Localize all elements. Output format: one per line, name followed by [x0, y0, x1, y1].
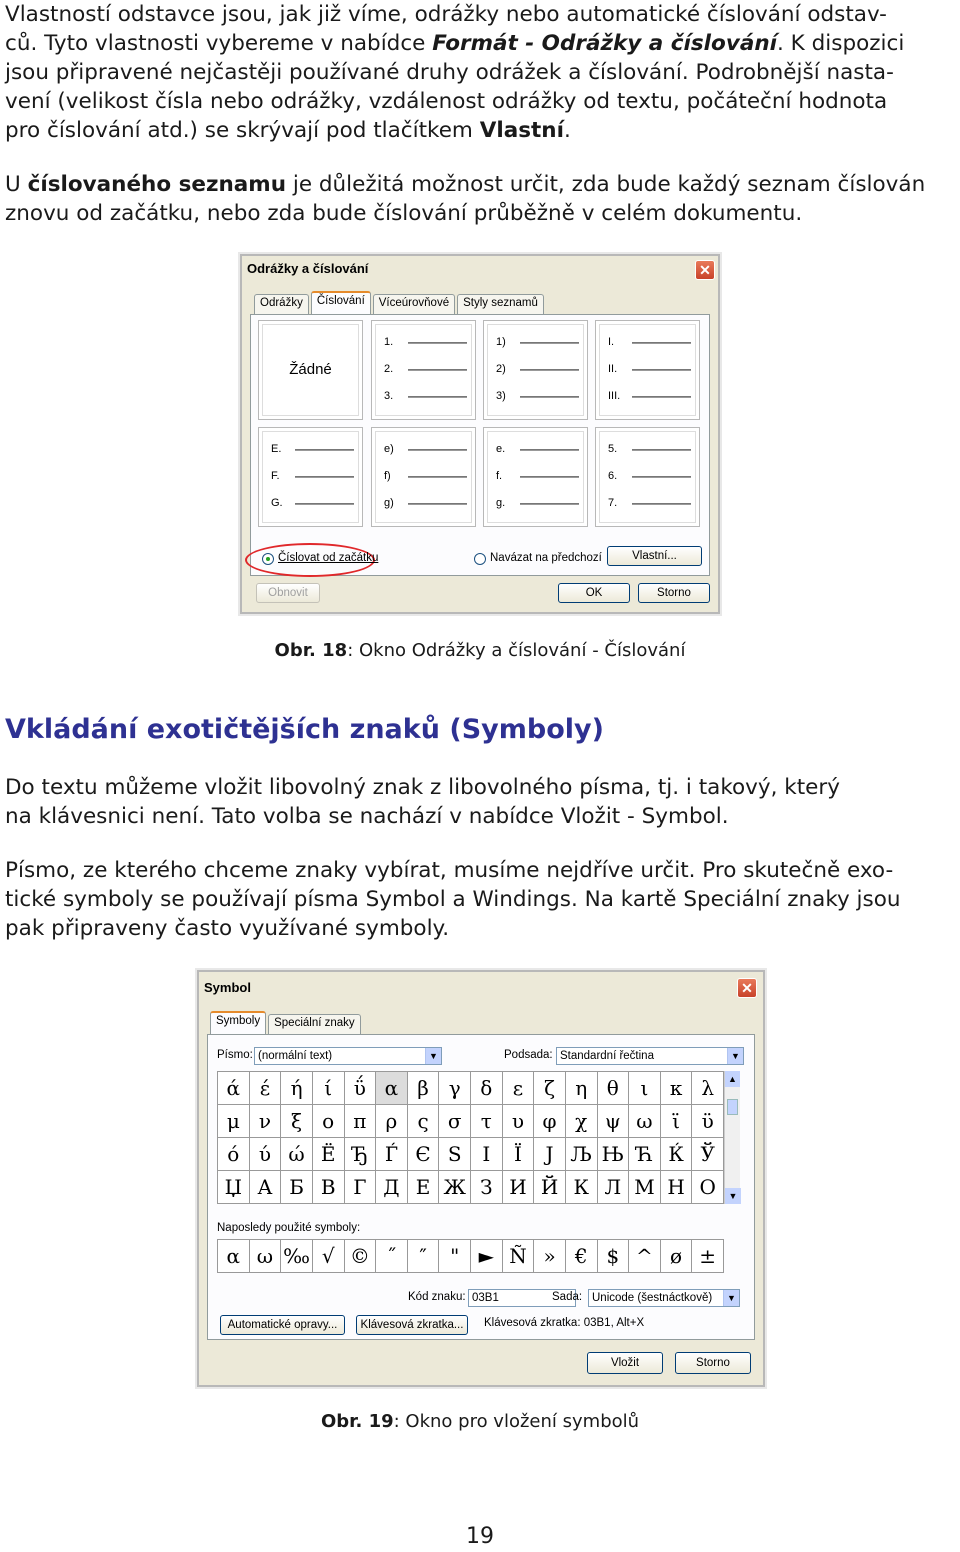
- symbol-cell[interactable]: Й: [534, 1171, 566, 1204]
- numbering-option[interactable]: 1) 2) 3): [483, 320, 588, 420]
- symbol-cell[interactable]: ώ: [281, 1138, 313, 1171]
- text-line: tické symboly se používají písma Symbol a Windings. Na kartě Speciální znaky jsou: [5, 887, 901, 912]
- recent-symbols-grid[interactable]: [217, 1239, 724, 1273]
- symbol-cell[interactable]: λ: [692, 1072, 724, 1105]
- recent-symbol-cell[interactable]: √: [313, 1240, 345, 1273]
- shortcut-key-text: Klávesová zkratka: 03B1, Alt+X: [484, 1317, 645, 1329]
- paragraph-4: [5, 856, 955, 943]
- text-line: na klávesnici není. Tato volba se nachází v nabídce Vložit - Symbol.: [5, 804, 729, 829]
- autocorrect-button[interactable]: Automatické opravy...: [220, 1315, 345, 1335]
- symbol-cell[interactable]: Д: [376, 1171, 408, 1204]
- page-number: 19: [466, 1524, 494, 1549]
- recent-symbol-cell[interactable]: $: [598, 1240, 630, 1273]
- symbol-grid[interactable]: [217, 1071, 724, 1204]
- recent-symbol-cell[interactable]: ": [439, 1240, 471, 1273]
- symbol-cell[interactable]: ς: [408, 1105, 440, 1138]
- symbol-cell[interactable]: γ: [439, 1072, 471, 1105]
- symbol-cell[interactable]: Ќ: [661, 1138, 693, 1171]
- symbol-cell[interactable]: ω: [629, 1105, 661, 1138]
- symbol-cell[interactable]: Ѓ: [376, 1138, 408, 1171]
- recent-symbol-cell[interactable]: ►: [471, 1240, 503, 1273]
- symbol-cell[interactable]: И: [503, 1171, 535, 1204]
- symbol-cell[interactable]: ό: [218, 1138, 250, 1171]
- text-line: jsou připravené nejčastěji používané druhy odrážek a číslování. Podrobnější nasta-: [5, 60, 894, 85]
- from-select[interactable]: Unicode (šestnáctkově) ▼: [588, 1289, 740, 1307]
- recent-symbols-label: Naposledy použité symboly:: [217, 1222, 361, 1234]
- text-line: ců. Tyto vlastnosti vybereme v nabídce Formát - Odrážky a číslování. K dispozici: [5, 31, 905, 56]
- bullets-numbering-dialog: [240, 254, 720, 614]
- symbol-cell[interactable]: Ж: [439, 1171, 471, 1204]
- symbol-cell[interactable]: Ј: [534, 1138, 566, 1171]
- symbol-cell[interactable]: υ: [503, 1105, 535, 1138]
- tab-special-characters[interactable]: Speciální znaky: [268, 1014, 361, 1034]
- scroll-up-icon[interactable]: ▲: [725, 1071, 740, 1087]
- close-icon[interactable]: ✕: [695, 260, 715, 280]
- symbol-cell[interactable]: σ: [439, 1105, 471, 1138]
- recent-symbol-cell[interactable]: €: [566, 1240, 598, 1273]
- paragraph-1: [5, 0, 955, 145]
- tab-bullets[interactable]: Odrážky: [254, 294, 309, 314]
- symbol-dialog: [197, 970, 765, 1387]
- symbol-cell[interactable]: ξ: [281, 1105, 313, 1138]
- symbol-cell[interactable]: Њ: [598, 1138, 630, 1171]
- symbol-cell[interactable]: β: [408, 1072, 440, 1105]
- symbol-cell[interactable]: ν: [250, 1105, 282, 1138]
- scroll-down-icon[interactable]: ▼: [725, 1188, 741, 1204]
- symbol-cell[interactable]: Ћ: [629, 1138, 661, 1171]
- tab-bar: [254, 294, 546, 314]
- symbol-cell[interactable]: Џ: [218, 1171, 250, 1204]
- symbol-cell[interactable]: ί: [313, 1072, 345, 1105]
- cancel-button[interactable]: Storno: [675, 1352, 751, 1374]
- ok-button[interactable]: OK: [558, 583, 630, 603]
- symbol-cell[interactable]: ά: [218, 1072, 250, 1105]
- numbering-option[interactable]: E. F. G.: [258, 427, 363, 527]
- continue-numbering-label[interactable]: Navázat na předchozí: [490, 552, 602, 564]
- close-icon[interactable]: ✕: [737, 978, 757, 998]
- subset-label: Podsada:: [504, 1049, 553, 1061]
- figure-caption-18: Obr. 18: Okno Odrážky a číslování - Číslování: [274, 640, 686, 661]
- subset-select[interactable]: Standardní řečtina ▼: [556, 1047, 744, 1065]
- tab-multilevel[interactable]: Víceúrovňové: [373, 294, 455, 314]
- numbering-option[interactable]: e) f) g): [371, 427, 476, 527]
- none-label: Žádné: [289, 361, 332, 378]
- dialog-title: Odrážky a číslování: [247, 261, 369, 276]
- recent-symbol-cell[interactable]: ø: [661, 1240, 693, 1273]
- shortcut-key-button[interactable]: Klávesová zkratka...: [356, 1315, 468, 1335]
- char-code-label: Kód znaku:: [408, 1291, 466, 1303]
- symbol-cell[interactable]: Ђ: [345, 1138, 377, 1171]
- text-line: pak připraveny často využívané symboly.: [5, 916, 450, 941]
- customize-button[interactable]: Vlastní...: [607, 546, 702, 566]
- numbering-option[interactable]: e. f. g.: [483, 427, 588, 527]
- symbol-cell[interactable]: έ: [250, 1072, 282, 1105]
- symbol-cell[interactable]: Ў: [692, 1138, 724, 1171]
- symbol-cell[interactable]: ψ: [598, 1105, 630, 1138]
- symbol-cell[interactable]: Н: [661, 1171, 693, 1204]
- tab-symbols[interactable]: Symboly: [210, 1011, 266, 1034]
- symbol-cell[interactable]: π: [345, 1105, 377, 1138]
- chevron-down-icon: ▼: [425, 1048, 441, 1064]
- symbol-cell[interactable]: О: [692, 1171, 724, 1204]
- recent-symbol-cell[interactable]: ‰: [281, 1240, 313, 1273]
- numbering-option[interactable]: 5. 6. 7.: [595, 427, 700, 527]
- font-select[interactable]: (normální text) ▼: [254, 1047, 442, 1065]
- symbol-cell[interactable]: ϋ: [692, 1105, 724, 1138]
- chevron-down-icon: ▼: [727, 1048, 743, 1064]
- symbol-cell[interactable]: ζ: [534, 1072, 566, 1105]
- symbol-cell[interactable]: М: [629, 1171, 661, 1204]
- symbol-cell[interactable]: δ: [471, 1072, 503, 1105]
- symbol-cell[interactable]: μ: [218, 1105, 250, 1138]
- symbol-cell[interactable]: κ: [661, 1072, 693, 1105]
- symbol-cell[interactable]: η: [566, 1072, 598, 1105]
- symbol-cell[interactable]: Ї: [503, 1138, 535, 1171]
- text-line: Do textu můžeme vložit libovolný znak z libovolného písma, tj. i takový, který: [5, 775, 840, 800]
- symbol-cell[interactable]: З: [471, 1171, 503, 1204]
- text-line: znovu od začátku, nebo zda bude číslování průběžně v celém dokumentu.: [5, 201, 803, 226]
- text-line: pro číslování atd.) se skrývají pod tlačítkem Vlastní.: [5, 118, 571, 143]
- from-label: Sada:: [552, 1291, 583, 1303]
- symbol-cell[interactable]: τ: [471, 1105, 503, 1138]
- symbol-cell[interactable]: α: [376, 1072, 408, 1105]
- section-heading: Vkládání exotičtějších znaků (Symboly): [5, 714, 604, 745]
- symbol-cell[interactable]: К: [566, 1171, 598, 1204]
- paragraph-3: [5, 773, 955, 831]
- recent-symbol-cell[interactable]: ±: [692, 1240, 724, 1273]
- symbol-cell[interactable]: ι: [629, 1072, 661, 1105]
- symbol-cell[interactable]: Б: [281, 1171, 313, 1204]
- text-line: Vlastností odstavce jsou, jak již víme, odrážky nebo automatické číslování odstav-: [5, 2, 887, 27]
- symbol-cell[interactable]: ϊ: [661, 1105, 693, 1138]
- recent-symbol-cell[interactable]: ω: [250, 1240, 282, 1273]
- cancel-button[interactable]: Storno: [638, 583, 710, 603]
- symbol-cell[interactable]: Е: [408, 1171, 440, 1204]
- symbol-cell[interactable]: ΰ: [345, 1072, 377, 1105]
- symbol-cell[interactable]: φ: [534, 1105, 566, 1138]
- numbering-option[interactable]: 1. 2. 3.: [371, 320, 476, 420]
- char-code-input[interactable]: 03B1: [468, 1289, 576, 1307]
- symbol-cell[interactable]: ύ: [250, 1138, 282, 1171]
- symbol-cell[interactable]: А: [250, 1171, 282, 1204]
- font-label: Písmo:: [217, 1049, 253, 1061]
- symbol-cell[interactable]: Г: [345, 1171, 377, 1204]
- recent-symbol-cell[interactable]: ^: [629, 1240, 661, 1273]
- symbols-panel: [207, 1034, 755, 1340]
- recent-symbol-cell[interactable]: α: [218, 1240, 250, 1273]
- text-line: vení (velikost čísla nebo odrážky, vzdálenost odrážky od textu, počáteční hodnota: [5, 89, 888, 114]
- numbering-option-none[interactable]: [258, 320, 363, 420]
- restart-numbering-radio[interactable]: [262, 553, 274, 565]
- continue-numbering-radio[interactable]: [474, 553, 486, 565]
- grid-scrollbar[interactable]: [724, 1071, 740, 1204]
- tab-bar: [210, 1014, 363, 1034]
- symbol-cell[interactable]: θ: [598, 1072, 630, 1105]
- symbol-cell[interactable]: ή: [281, 1072, 313, 1105]
- text-line: Písmo, ze kterého chceme znaky vybírat, musíme nejdříve určit. Pro skutečně exo-: [5, 858, 894, 883]
- recent-symbol-cell[interactable]: ″: [408, 1240, 440, 1273]
- insert-button[interactable]: Vložit: [587, 1352, 663, 1374]
- text-line: U číslovaného seznamu je důležitá možnost určit, zda bude každý seznam číslován: [5, 172, 926, 197]
- recent-symbol-cell[interactable]: Ñ: [503, 1240, 535, 1273]
- recent-symbol-cell[interactable]: ˝: [376, 1240, 408, 1273]
- paragraph-2: [5, 170, 955, 228]
- symbol-cell[interactable]: ρ: [376, 1105, 408, 1138]
- restart-numbering-label[interactable]: Číslovat od začátku: [278, 552, 379, 564]
- chevron-down-icon: ▼: [723, 1290, 739, 1306]
- symbol-cell[interactable]: В: [313, 1171, 345, 1204]
- symbol-cell[interactable]: ο: [313, 1105, 345, 1138]
- reset-button[interactable]: Obnovit: [256, 583, 320, 603]
- numbering-option[interactable]: I. II. III.: [595, 320, 700, 420]
- numbering-panel: [250, 314, 710, 576]
- tab-numbering[interactable]: Číslování: [311, 291, 371, 314]
- symbol-cell[interactable]: Ѕ: [439, 1138, 471, 1171]
- symbol-cell[interactable]: Ё: [313, 1138, 345, 1171]
- symbol-cell[interactable]: Љ: [566, 1138, 598, 1171]
- dialog-title: Symbol: [204, 980, 251, 995]
- symbol-cell[interactable]: Є: [408, 1138, 440, 1171]
- recent-symbol-cell[interactable]: ©: [345, 1240, 377, 1273]
- symbol-cell[interactable]: І: [471, 1138, 503, 1171]
- figure-caption-19: Obr. 19: Okno pro vložení symbolů: [320, 1411, 640, 1432]
- symbol-cell[interactable]: Л: [598, 1171, 630, 1204]
- symbol-cell[interactable]: χ: [566, 1105, 598, 1138]
- recent-symbol-cell[interactable]: »: [534, 1240, 566, 1273]
- symbol-cell[interactable]: ε: [503, 1072, 535, 1105]
- tab-list-styles[interactable]: Styly seznamů: [457, 294, 544, 314]
